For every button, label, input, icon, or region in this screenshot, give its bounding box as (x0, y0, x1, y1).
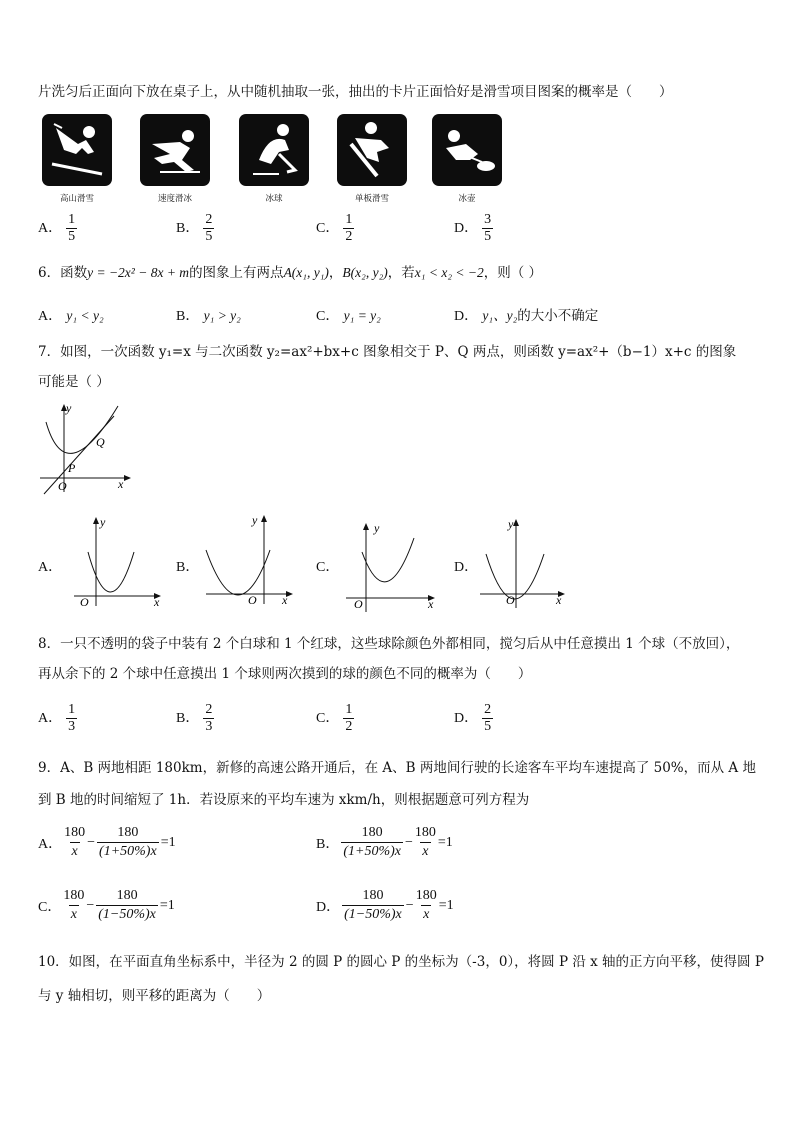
svg-text:O: O (354, 597, 363, 611)
speed-skating-icon (140, 114, 210, 186)
q8-option-d[interactable]: D． $\frac{2}{5}$ (454, 702, 492, 734)
q7-graph-b[interactable] (202, 510, 302, 606)
q7-option-c[interactable]: C． (316, 560, 340, 575)
q7-ref-y-label: y (66, 401, 72, 415)
q8-option-c[interactable]: C． $\frac{1}{2}$ (316, 702, 353, 734)
icon-label-2: 冰球 (265, 194, 283, 204)
svg-text:x: x (154, 595, 160, 608)
icon-label-4: 冰壶 (458, 194, 476, 204)
q5-text: 片洗匀后正面向下放在桌子上，从中随机抽取一张，抽出的卡片正面恰好是滑雪项目图案的概率是（ ） (38, 84, 673, 100)
q7-stem-line1: 7．如图，一次函数 y₁=x 与二次函数 y₂=ax²+bx+c 图象相交于 P、Q 两点，则函数 y=ax²+（b−1）x+c 的图象 (38, 344, 737, 360)
q6-option-d[interactable]: D． y₁、y₂的大小不确定 (454, 308, 599, 324)
icon-label-0: 高山滑雪 (59, 194, 94, 204)
q8-option-a[interactable]: A． $\frac{1}{3}$ (38, 702, 76, 734)
q8-stem-line2: 再从余下的 2 个球中任意摸出 1 个球则两次摸到的球的颜色不同的概率为（ ） (38, 666, 532, 682)
q10-stem-line1: 10．如图，在平面直角坐标系中，半径为 2 的圆 P 的圆心 P 的坐标为（-3，0），将圆 P 沿 x 轴的正方向平移，使得圆 P (38, 954, 764, 970)
q7-option-d[interactable]: D． (454, 560, 479, 575)
q7-stem-line2: 可能是（ ） (38, 374, 110, 390)
svg-text:x: x (428, 597, 434, 611)
q9-option-c[interactable]: C． 180 x − $\frac{180}{(1-50\%)x}$ =1 (38, 888, 175, 922)
q5-option-b[interactable]: B． $\frac{2}{5}$ (176, 212, 213, 244)
svg-text:y: y (508, 517, 514, 531)
snowboard-icon (337, 114, 407, 186)
alpine-skiing-icon (42, 114, 112, 186)
q7-graph-a[interactable] (70, 512, 170, 608)
q8-option-b[interactable]: B． $\frac{2}{3}$ (176, 702, 213, 734)
q8-stem-line1: 8．一只不透明的袋子中装有 2 个白球和 1 个红球，这些球除颜色外都相同，搅匀后从中任意摸出 1 个球（不放回）， (38, 636, 740, 652)
q7-ref-x-label: x (118, 477, 124, 491)
svg-text:O: O (506, 593, 515, 607)
q10-stem-line2: 与 y 轴相切，则平移的距离为（ ） (38, 988, 271, 1004)
q6-option-a[interactable]: A． y₁ < y₂ (38, 308, 104, 324)
svg-text:O: O (248, 593, 257, 606)
q7-option-b[interactable]: B． (176, 560, 200, 575)
svg-text:y: y (100, 515, 106, 529)
curling-icon (432, 114, 502, 186)
svg-text:y: y (252, 513, 258, 527)
q5-option-a[interactable]: A． $\frac{1}{5}$ (38, 212, 76, 244)
q7-graph-d[interactable] (478, 514, 578, 610)
q5-option-d[interactable]: D． $\frac{3}{5}$ (454, 212, 492, 244)
q7-reference-graph (36, 400, 136, 496)
svg-text:O: O (80, 595, 89, 608)
svg-text:y: y (374, 521, 380, 535)
q5-option-c[interactable]: C． $\frac{1}{2}$ (316, 212, 353, 244)
svg-text:x: x (282, 593, 288, 606)
q9-stem-line1: 9．A、B 两地相距 180km，新修的高速公路开通后，在 A、B 两地间行驶的长途客车平均车速提高了 50%，而从 A 地 (38, 760, 756, 776)
q7-option-a[interactable]: A． (38, 560, 63, 575)
ice-hockey-icon (239, 114, 309, 186)
icon-label-1: 速度滑冰 (157, 194, 192, 204)
q9-option-b[interactable]: B． 180 (1+50%)x − $\frac{180}{x}$ =1 (316, 825, 453, 859)
svg-text:x: x (556, 593, 562, 607)
q7-ref-q-label: Q (96, 435, 105, 449)
q9-option-a[interactable]: A． 180 x − $\frac{180}{(1+50\%)x}$ =1 (38, 825, 176, 859)
icon-label-3: 单板滑雪 (354, 194, 389, 204)
q6-option-c[interactable]: C． y₁ = y₂ (316, 308, 381, 324)
q6-stem: 6．函数y = −2x² − 8x + m的图象上有两点A(x₁, y₁)，B(x₂, y₂)，若x₁ < x₂ < −2，则（ ） (38, 265, 543, 281)
q7-ref-p-label: P (68, 461, 76, 475)
q7-ref-origin-label: O (58, 479, 67, 493)
q6-option-b[interactable]: B． y₁ > y₂ (176, 308, 241, 324)
q9-stem-line2: 到 B 地的时间缩短了 1h．若设原来的平均车速为 xkm/h，则根据题意可列方程为 (38, 792, 530, 808)
q7-graph-c[interactable] (344, 518, 444, 614)
q9-option-d[interactable]: D． 180 (1−50%)x − $\frac{180}{x}$ =1 (316, 888, 454, 922)
